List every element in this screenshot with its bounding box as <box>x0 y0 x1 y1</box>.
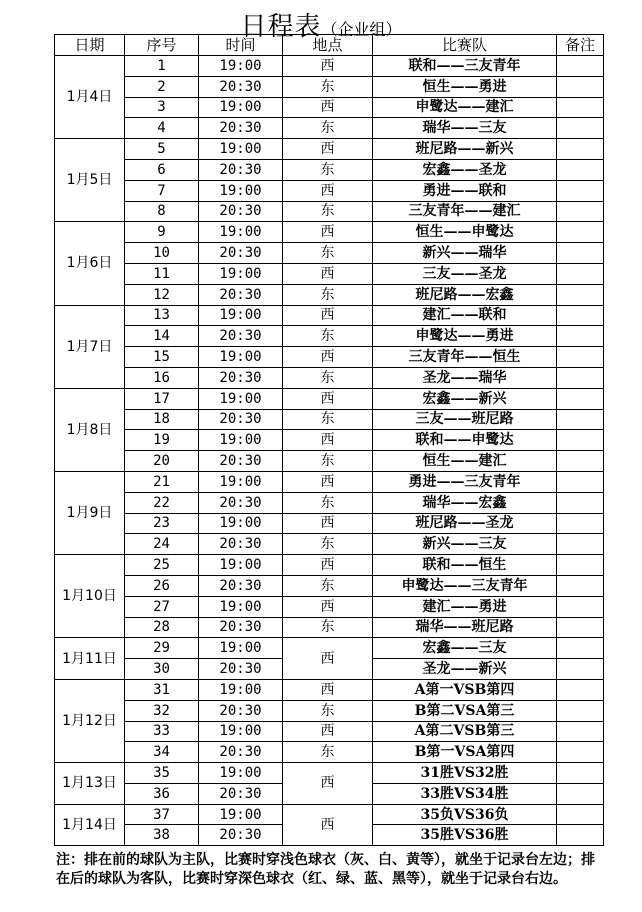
time-cell: 19:00 <box>199 97 283 118</box>
venue-cell: 西 <box>283 139 373 160</box>
number-cell: 36 <box>125 783 199 804</box>
remark-cell <box>557 700 604 721</box>
time-cell: 19:00 <box>199 56 283 77</box>
number-cell: 3 <box>125 97 199 118</box>
number-cell: 11 <box>125 263 199 284</box>
remark-cell <box>557 347 604 368</box>
time-cell: 20:30 <box>199 575 283 596</box>
match-cell: 瑞华——三友 <box>373 118 557 139</box>
remark-cell <box>557 783 604 804</box>
match-cell: 35负VS36负 <box>373 804 557 825</box>
time-cell: 20:30 <box>199 700 283 721</box>
match-cell: 恒生——建汇 <box>373 451 557 472</box>
match-cell: 三友——圣龙 <box>373 263 557 284</box>
number-cell: 32 <box>125 700 199 721</box>
table-row <box>55 804 604 825</box>
venue-cell: 西 <box>283 180 373 201</box>
venue-cell: 西 <box>283 97 373 118</box>
match-cell: 联和——申鹭达 <box>373 430 557 451</box>
match-cell: 瑞华——宏鑫 <box>373 492 557 513</box>
table-row <box>55 139 604 160</box>
table-row <box>55 409 604 430</box>
venue-cell: 西 <box>283 555 373 576</box>
number-cell: 14 <box>125 326 199 347</box>
venue-cell: 东 <box>283 492 373 513</box>
venue-cell: 东 <box>283 409 373 430</box>
number-cell: 27 <box>125 596 199 617</box>
date-cell: 1月14日 <box>55 804 125 846</box>
venue-cell: 西 <box>283 804 373 846</box>
time-cell: 20:30 <box>199 451 283 472</box>
table-row <box>55 263 604 284</box>
remark-cell <box>557 617 604 638</box>
date-cell: 1月12日 <box>55 679 125 762</box>
venue-cell: 西 <box>283 56 373 77</box>
venue-cell: 东 <box>283 575 373 596</box>
remark-cell <box>557 180 604 201</box>
match-cell: 33胜VS34胜 <box>373 783 557 804</box>
table-row <box>55 97 604 118</box>
table-row <box>55 367 604 388</box>
remark-cell <box>557 513 604 534</box>
number-cell: 18 <box>125 409 199 430</box>
date-cell: 1月4日 <box>55 56 125 139</box>
header-row <box>55 35 604 56</box>
number-cell: 21 <box>125 471 199 492</box>
match-cell: 35胜VS36胜 <box>373 825 557 846</box>
remark-cell <box>557 76 604 97</box>
time-cell: 19:00 <box>199 263 283 284</box>
number-cell: 10 <box>125 243 199 264</box>
match-cell: 勇进——联和 <box>373 180 557 201</box>
match-cell: 宏鑫——圣龙 <box>373 159 557 180</box>
table-row <box>55 763 604 784</box>
venue-cell: 东 <box>283 534 373 555</box>
remark-cell <box>557 139 604 160</box>
number-cell: 31 <box>125 679 199 700</box>
match-cell: 申鹭达——三友青年 <box>373 575 557 596</box>
table-row <box>55 721 604 742</box>
venue-cell: 东 <box>283 326 373 347</box>
table-row <box>55 700 604 721</box>
table-row <box>55 575 604 596</box>
table-row <box>55 534 604 555</box>
table-row <box>55 388 604 409</box>
remark-cell <box>557 409 604 430</box>
number-cell: 29 <box>125 638 199 659</box>
number-cell: 38 <box>125 825 199 846</box>
venue-cell: 东 <box>283 201 373 222</box>
remark-cell <box>557 471 604 492</box>
number-cell: 25 <box>125 555 199 576</box>
table-row <box>55 201 604 222</box>
number-cell: 13 <box>125 305 199 326</box>
match-cell: 建汇——勇进 <box>373 596 557 617</box>
number-cell: 16 <box>125 367 199 388</box>
match-cell: A第二VSB第三 <box>373 721 557 742</box>
venue-cell: 西 <box>283 679 373 700</box>
venue-cell: 西 <box>283 305 373 326</box>
time-cell: 19:00 <box>199 679 283 700</box>
time-cell: 19:00 <box>199 555 283 576</box>
time-cell: 20:30 <box>199 825 283 846</box>
table-row <box>55 638 604 659</box>
table-row <box>55 76 604 97</box>
match-cell: 新兴——瑞华 <box>373 243 557 264</box>
venue-cell: 东 <box>283 367 373 388</box>
table-row <box>55 596 604 617</box>
time-cell: 19:00 <box>199 721 283 742</box>
table-row <box>55 222 604 243</box>
venue-cell: 西 <box>283 388 373 409</box>
number-cell: 1 <box>125 56 199 77</box>
table-row <box>55 451 604 472</box>
venue-cell: 西 <box>283 513 373 534</box>
match-cell: 班尼路——新兴 <box>373 139 557 160</box>
number-cell: 8 <box>125 201 199 222</box>
number-cell: 9 <box>125 222 199 243</box>
header-venue: 地点 <box>283 35 373 56</box>
table-row <box>55 513 604 534</box>
time-cell: 19:00 <box>199 804 283 825</box>
number-cell: 7 <box>125 180 199 201</box>
header-no: 序号 <box>125 35 199 56</box>
match-cell: 建汇——联和 <box>373 305 557 326</box>
remark-cell <box>557 804 604 825</box>
time-cell: 20:30 <box>199 409 283 430</box>
time-cell: 19:00 <box>199 305 283 326</box>
time-cell: 20:30 <box>199 617 283 638</box>
time-cell: 20:30 <box>199 118 283 139</box>
match-cell: 31胜VS32胜 <box>373 763 557 784</box>
match-cell: B第二VSA第三 <box>373 700 557 721</box>
match-cell: 圣龙——瑞华 <box>373 367 557 388</box>
remark-cell <box>557 742 604 763</box>
match-cell: 勇进——三友青年 <box>373 471 557 492</box>
venue-cell: 西 <box>283 638 373 680</box>
time-cell: 20:30 <box>199 284 283 305</box>
table-row <box>55 347 604 368</box>
match-cell: 班尼路——宏鑫 <box>373 284 557 305</box>
time-cell: 20:30 <box>199 76 283 97</box>
date-cell: 1月11日 <box>55 638 125 680</box>
time-cell: 19:00 <box>199 430 283 451</box>
remark-cell <box>557 555 604 576</box>
remark-cell <box>557 534 604 555</box>
table-row <box>55 555 604 576</box>
time-cell: 20:30 <box>199 367 283 388</box>
date-cell: 1月6日 <box>55 222 125 305</box>
table-row <box>55 679 604 700</box>
venue-cell: 西 <box>283 222 373 243</box>
match-cell: 联和——三友青年 <box>373 56 557 77</box>
remark-cell <box>557 326 604 347</box>
number-cell: 22 <box>125 492 199 513</box>
remark-cell <box>557 367 604 388</box>
match-cell: 三友青年——建汇 <box>373 201 557 222</box>
venue-cell: 东 <box>283 118 373 139</box>
time-cell: 20:30 <box>199 783 283 804</box>
number-cell: 4 <box>125 118 199 139</box>
time-cell: 19:00 <box>199 513 283 534</box>
table-row <box>55 305 604 326</box>
date-cell: 1月8日 <box>55 388 125 471</box>
venue-cell: 东 <box>283 76 373 97</box>
number-cell: 12 <box>125 284 199 305</box>
match-cell: 三友——班尼路 <box>373 409 557 430</box>
table-row <box>55 430 604 451</box>
venue-cell: 东 <box>283 700 373 721</box>
remark-cell <box>557 492 604 513</box>
time-cell: 19:00 <box>199 388 283 409</box>
venue-cell: 东 <box>283 742 373 763</box>
remark-cell <box>557 118 604 139</box>
number-cell: 15 <box>125 347 199 368</box>
table-row <box>55 742 604 763</box>
header-teams: 比赛队 <box>373 35 557 56</box>
match-cell: 申鹭达——建汇 <box>373 97 557 118</box>
remark-cell <box>557 243 604 264</box>
remark-cell <box>557 430 604 451</box>
time-cell: 20:30 <box>199 659 283 680</box>
table-row <box>55 326 604 347</box>
venue-cell: 东 <box>283 451 373 472</box>
number-cell: 6 <box>125 159 199 180</box>
table-row <box>55 471 604 492</box>
remark-cell <box>557 659 604 680</box>
venue-cell: 西 <box>283 596 373 617</box>
table-row <box>55 159 604 180</box>
venue-cell: 东 <box>283 243 373 264</box>
venue-cell: 西 <box>283 347 373 368</box>
footnote: 注：排在前的球队为主队，比赛时穿浅色球衣（灰、白、黄等），就坐于记录台左边；排在后的球队为客队，比赛时穿深色球衣（红、绿、蓝、黑等），就坐于记录台右边。 <box>56 852 595 887</box>
remark-cell <box>557 284 604 305</box>
match-cell: 三友青年——恒生 <box>373 347 557 368</box>
header-time: 时间 <box>199 35 283 56</box>
table-row <box>55 492 604 513</box>
date-cell: 1月10日 <box>55 555 125 638</box>
remark-cell <box>557 451 604 472</box>
date-cell: 1月5日 <box>55 139 125 222</box>
match-cell: 班尼路——圣龙 <box>373 513 557 534</box>
match-cell: 圣龙——新兴 <box>373 659 557 680</box>
remark-cell <box>557 825 604 846</box>
table-row <box>55 118 604 139</box>
time-cell: 20:30 <box>199 534 283 555</box>
time-cell: 19:00 <box>199 763 283 784</box>
date-cell: 1月7日 <box>55 305 125 388</box>
venue-cell: 西 <box>283 471 373 492</box>
match-cell: A第一VSB第四 <box>373 679 557 700</box>
venue-cell: 西 <box>283 263 373 284</box>
remark-cell <box>557 222 604 243</box>
match-cell: 瑞华——班尼路 <box>373 617 557 638</box>
remark-cell <box>557 596 604 617</box>
time-cell: 19:00 <box>199 222 283 243</box>
date-cell: 1月13日 <box>55 763 125 805</box>
number-cell: 34 <box>125 742 199 763</box>
table-row <box>55 180 604 201</box>
venue-cell: 东 <box>283 159 373 180</box>
time-cell: 19:00 <box>199 638 283 659</box>
time-cell: 20:30 <box>199 159 283 180</box>
schedule-table <box>54 34 604 846</box>
match-cell: 宏鑫——新兴 <box>373 388 557 409</box>
match-cell: 宏鑫——三友 <box>373 638 557 659</box>
header-remark: 备注 <box>557 35 604 56</box>
match-cell: 恒生——申鹭达 <box>373 222 557 243</box>
table-row <box>55 56 604 77</box>
venue-cell: 西 <box>283 763 373 805</box>
remark-cell <box>557 263 604 284</box>
time-cell: 19:00 <box>199 471 283 492</box>
venue-cell: 东 <box>283 284 373 305</box>
venue-cell: 东 <box>283 617 373 638</box>
time-cell: 20:30 <box>199 326 283 347</box>
time-cell: 20:30 <box>199 201 283 222</box>
number-cell: 5 <box>125 139 199 160</box>
title-subtitle: （企业组） <box>321 20 402 39</box>
time-cell: 19:00 <box>199 180 283 201</box>
date-cell: 1月9日 <box>55 471 125 554</box>
number-cell: 19 <box>125 430 199 451</box>
number-cell: 30 <box>125 659 199 680</box>
remark-cell <box>557 638 604 659</box>
header-date: 日期 <box>55 35 125 56</box>
number-cell: 17 <box>125 388 199 409</box>
number-cell: 23 <box>125 513 199 534</box>
remark-cell <box>557 305 604 326</box>
match-cell: 申鹭达——勇进 <box>373 326 557 347</box>
number-cell: 37 <box>125 804 199 825</box>
remark-cell <box>557 763 604 784</box>
time-cell: 20:30 <box>199 492 283 513</box>
match-cell: 新兴——三友 <box>373 534 557 555</box>
remark-cell <box>557 679 604 700</box>
number-cell: 33 <box>125 721 199 742</box>
remark-cell <box>557 159 604 180</box>
time-cell: 19:00 <box>199 596 283 617</box>
number-cell: 2 <box>125 76 199 97</box>
remark-cell <box>557 201 604 222</box>
number-cell: 26 <box>125 575 199 596</box>
remark-cell <box>557 575 604 596</box>
remark-cell <box>557 388 604 409</box>
remark-cell <box>557 97 604 118</box>
remark-cell <box>557 56 604 77</box>
table-row <box>55 617 604 638</box>
number-cell: 28 <box>125 617 199 638</box>
venue-cell: 西 <box>283 721 373 742</box>
match-cell: 联和——恒生 <box>373 555 557 576</box>
time-cell: 19:00 <box>199 139 283 160</box>
time-cell: 20:30 <box>199 243 283 264</box>
match-cell: B第一VSA第四 <box>373 742 557 763</box>
remark-cell <box>557 721 604 742</box>
time-cell: 19:00 <box>199 347 283 368</box>
number-cell: 35 <box>125 763 199 784</box>
venue-cell: 西 <box>283 430 373 451</box>
number-cell: 20 <box>125 451 199 472</box>
title-main: 日程表 <box>240 12 322 42</box>
match-cell: 恒生——勇进 <box>373 76 557 97</box>
time-cell: 20:30 <box>199 742 283 763</box>
number-cell: 24 <box>125 534 199 555</box>
schedule-body <box>55 56 604 846</box>
table-row <box>55 284 604 305</box>
table-row <box>55 243 604 264</box>
